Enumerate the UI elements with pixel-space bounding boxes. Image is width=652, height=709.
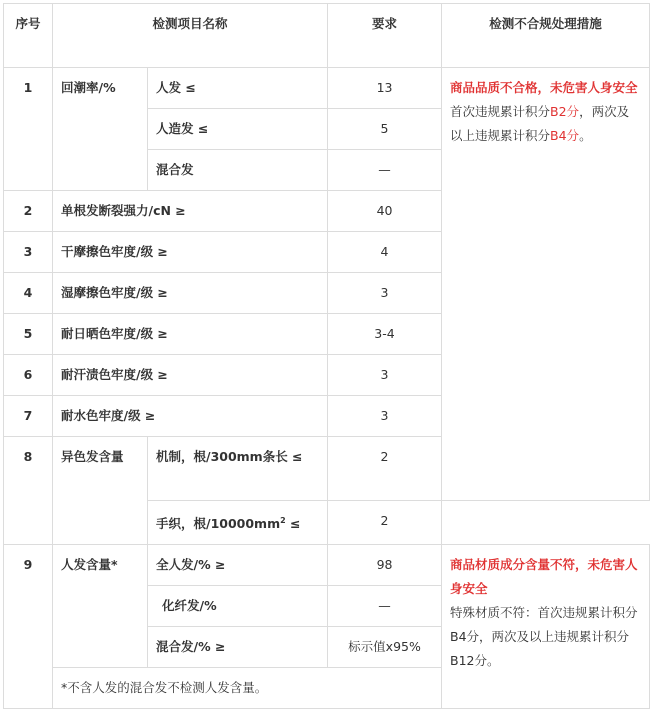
measure-text: 首次违规累计积分 [450,104,551,119]
sub-item: 全人发/% ≥ [148,545,328,586]
sub-item [148,501,328,545]
sub-item: 混合发 [148,150,328,191]
seq: 5 [4,314,53,355]
item-name: 人发含量* [53,545,148,668]
item-name: 耐汗渍色牢度/级 ≥ [53,355,328,396]
measure-2 [442,545,650,709]
measure-title: 商品材质成分含量不符，未危害人身安全 [450,557,638,597]
requirement: 3 [328,273,442,314]
measure-1 [442,68,650,501]
measure-text: ，两次及以上违规累计积分 [450,104,630,143]
requirement: 2 [328,501,442,545]
sub-item: 机制，根/300mm条长 ≤ [148,437,328,501]
requirement: 4 [328,232,442,273]
table-row [4,68,650,109]
seq: 8 [4,437,53,545]
requirement: 2 [328,437,442,501]
item-name: 耐水色牢度/级 ≥ [53,396,328,437]
table-row [4,545,650,586]
requirement: 3 [328,355,442,396]
item-name: 耐日晒色牢度/级 ≥ [53,314,328,355]
requirement: 13 [328,68,442,109]
header-row [4,4,650,68]
footnote: *不含人发的混合发不检测人发含量。 [53,668,442,709]
seq: 9 [4,545,53,709]
seq: 6 [4,355,53,396]
item-name: 回潮率/% [53,68,148,191]
requirement: — [328,150,442,191]
superscript: 2 [280,516,286,525]
seq: 1 [4,68,53,191]
sub-item: 混合发/% ≥ [148,627,328,668]
measure-points: B2分 [550,104,580,119]
requirement: 5 [328,109,442,150]
measure-text: 特殊材质不符：首次违规累计积分B4分，两次及以上违规累计积分B12分。 [450,605,638,669]
requirement: 3 [328,396,442,437]
measure-text: 。 [579,128,592,143]
requirement: 98 [328,545,442,586]
sub-item: 人造发 ≤ [148,109,328,150]
measure-title: 商品品质不合格，未危害人身安全 [450,80,638,95]
header-measure: 检测不合规处理措施 [442,4,650,68]
item-name: 湿摩擦色牢度/级 ≥ [53,273,328,314]
sub-item-text: 手织，根/10000mm [156,516,281,532]
requirement: — [328,586,442,627]
sub-item-text: ≤ [285,516,301,532]
sub-item: 人发 ≤ [148,68,328,109]
item-name: 干摩擦色牢度/级 ≥ [53,232,328,273]
seq: 3 [4,232,53,273]
measure-points: B4分 [550,128,580,143]
requirement: 40 [328,191,442,232]
header-name: 检测项目名称 [53,4,328,68]
standards-table [3,3,650,709]
seq: 2 [4,191,53,232]
header-req: 要求 [328,4,442,68]
requirement: 标示值x95% [328,627,442,668]
requirement: 3-4 [328,314,442,355]
header-seq: 序号 [4,4,53,68]
item-name: 异色发含量 [53,437,148,545]
sub-item: 化纤发/% [148,586,328,627]
item-name: 单根发断裂强力/cN ≥ [53,191,328,232]
seq: 7 [4,396,53,437]
seq: 4 [4,273,53,314]
